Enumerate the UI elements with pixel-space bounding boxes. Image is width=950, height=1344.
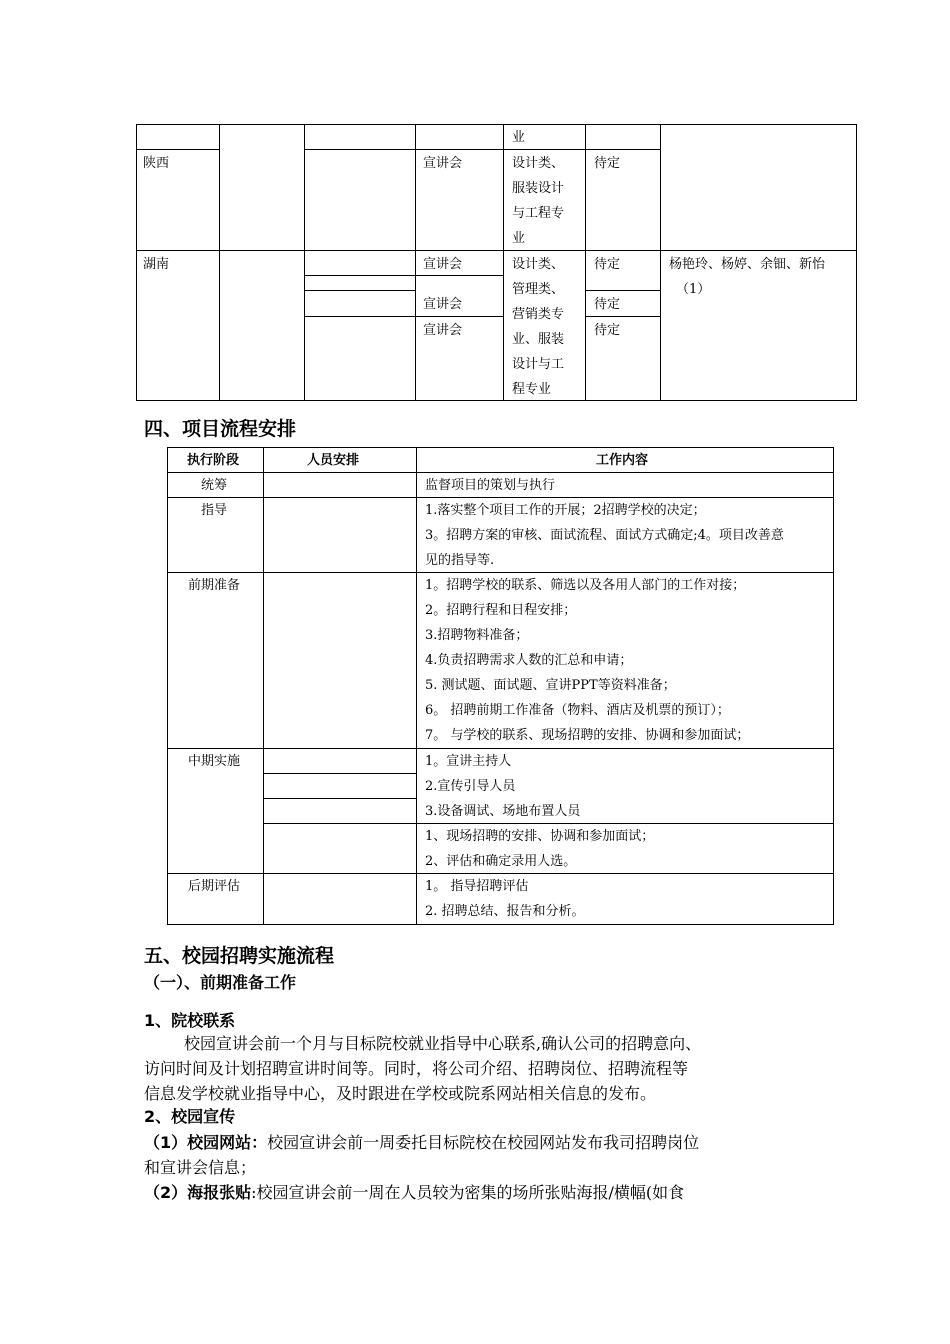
poster-text: :校园宣讲会前一周在人员较为密集的场所张贴海报/横幅(如食 — [251, 1183, 685, 1202]
poster-label: （2）海报张贴 — [144, 1183, 252, 1202]
content-line: 3.招聘物料准备； — [425, 628, 529, 643]
web-label: （1）校园网站： — [144, 1133, 268, 1152]
major-continuation: 业 — [512, 130, 526, 145]
status: 待定 — [594, 257, 621, 272]
content-line: 1。 指导招聘评估 — [425, 879, 529, 894]
content-line: 1.落实整个项目工作的开展；2招聘学校的决定； — [425, 503, 706, 518]
major-line: 业 — [512, 231, 526, 246]
content-line: 2.宣传引导人员 — [425, 779, 516, 794]
content-line: 4.负责招聘需求人数的汇总和申请； — [425, 653, 633, 668]
paragraph-line: 校园宣讲会前一个月与目标院校就业指导中心联系,确认公司的招聘意向、 — [184, 1034, 702, 1053]
event-type: 宣讲会 — [423, 257, 463, 272]
content-line: 3.设备调试、场地布置人员 — [425, 804, 581, 819]
major-line: 设计与工 — [512, 357, 565, 372]
content-line: 5. 测试题、面试题、宣讲PPT等资料准备； — [425, 678, 676, 693]
staff-list: 杨艳玲、杨婷、余钿、新怡 — [669, 257, 826, 272]
item-title: 2、校园宣传 — [144, 1107, 236, 1126]
content-line: 2、评估和确定录用人选。 — [425, 854, 577, 869]
major-line: 程专业 — [512, 382, 552, 397]
paragraph-line: 访问时间及计划招聘宣讲时间等。同时，将公司介绍、招聘岗位、招聘流程等 — [144, 1059, 689, 1078]
subsection-title: （一）、前期准备工作 — [144, 973, 297, 992]
stage-label: 前期准备 — [188, 578, 241, 593]
province-hunan: 湖南 — [143, 257, 170, 272]
paragraph-line — [144, 1130, 699, 1155]
stage-label: 后期评估 — [188, 879, 241, 894]
header-content: 工作内容 — [596, 453, 649, 468]
content-line: 1、现场招聘的安排、协调和参加面试； — [425, 829, 655, 844]
staff-list-cont: （1） — [676, 282, 711, 297]
status: 待定 — [594, 156, 621, 171]
major-line: 管理类、 — [512, 282, 565, 297]
header-staff: 人员安排 — [307, 453, 360, 468]
stage-label: 统筹 — [201, 478, 228, 493]
content-line: 2。招聘行程和日程安排； — [425, 603, 577, 618]
major-line: 与工程专 — [512, 206, 565, 221]
section-title: 五、校园招聘实施流程 — [144, 945, 335, 967]
status: 待定 — [594, 297, 621, 312]
stage-label: 中期实施 — [188, 754, 241, 769]
event-type: 宣讲会 — [423, 297, 463, 312]
content-line: 1。招聘学校的联系、筛选以及各用人部门的工作对接； — [425, 578, 746, 593]
content-line: 3。招聘方案的审核、面试流程、面试方式确定;4。项目改善意 — [425, 528, 784, 543]
event-type: 宣讲会 — [423, 156, 463, 171]
event-type: 宣讲会 — [423, 323, 463, 338]
major-line: 服装设计 — [512, 181, 565, 196]
header-stage: 执行阶段 — [187, 453, 240, 468]
major-line: 设计类、 — [512, 257, 565, 272]
content-line: 6。 招聘前期工作准备（物料、酒店及机票的预订）； — [425, 703, 730, 718]
paragraph-line: 和宣讲会信息； — [144, 1158, 257, 1177]
content-line: 监督项目的策划与执行 — [425, 478, 556, 493]
section-title: 四、项目流程安排 — [144, 418, 297, 440]
content-line: 见的指导等. — [425, 553, 495, 568]
major-line: 设计类、 — [512, 156, 565, 171]
content-line: 2. 招聘总结、报告和分析。 — [425, 904, 585, 919]
major-line: 业、服装 — [512, 332, 565, 347]
major-line: 营销类专 — [512, 307, 565, 322]
web-text: 校园宣讲会前一周委托目标院校在校园网站发布我司招聘岗位 — [267, 1133, 700, 1152]
status: 待定 — [594, 323, 621, 338]
item-title: 1、院校联系 — [144, 1011, 236, 1030]
stage-label: 指导 — [201, 503, 228, 518]
province-shaanxi: 陕西 — [143, 156, 170, 171]
paragraph-line — [144, 1180, 684, 1205]
paragraph-line: 信息发学校就业指导中心，及时跟进在学校或院系网站相关信息的发布。 — [144, 1084, 657, 1103]
content-line: 7。 与学校的联系、现场招聘的安排、协调和参加面试； — [425, 728, 750, 743]
content-line: 1。宣讲主持人 — [425, 754, 512, 769]
